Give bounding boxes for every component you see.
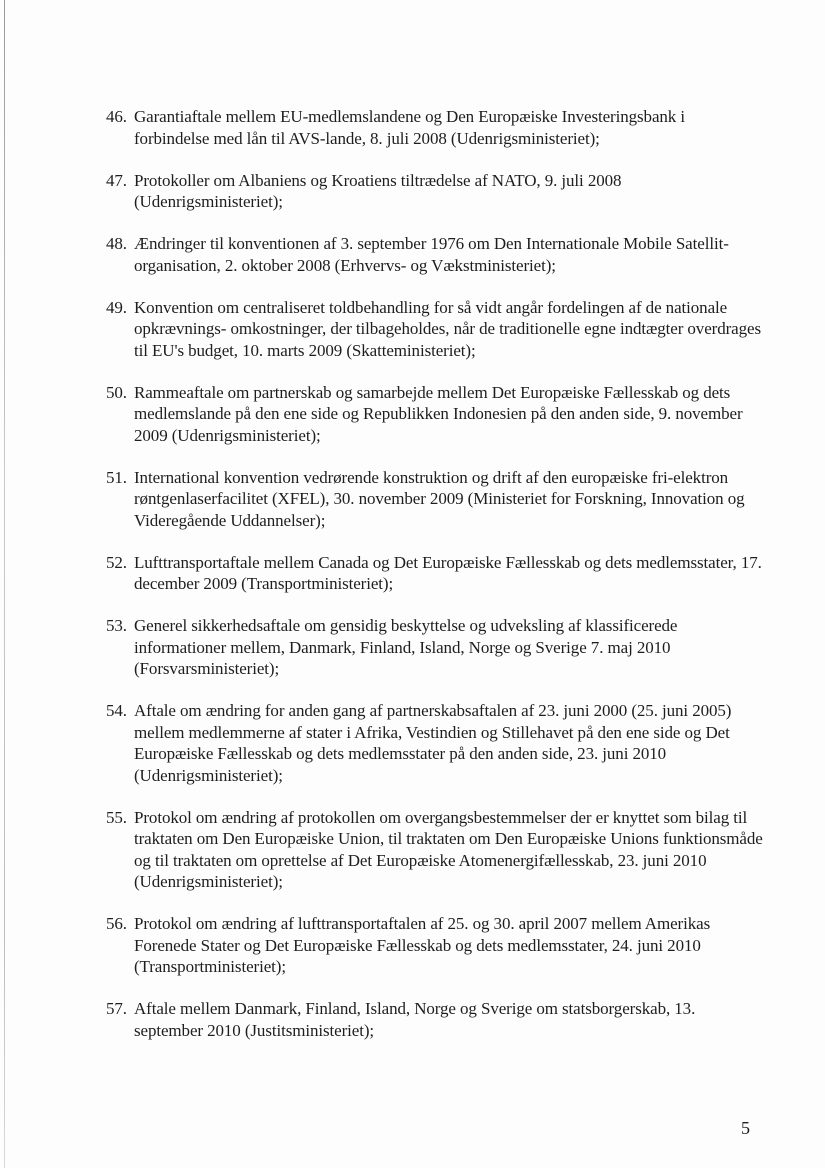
item-number: 46.	[106, 107, 127, 126]
item-number: 48.	[106, 234, 127, 253]
item-number: 57.	[106, 999, 127, 1018]
list-item	[0, 233, 825, 276]
item-text: Lufttransportaftale mellem Canada og Det Europæiske Fællesskab og dets medlemsstater, 17. december 2009 (Transportministeriet);	[134, 552, 762, 593]
item-number: 50.	[106, 382, 127, 402]
item-number: 52.	[106, 552, 127, 572]
item-text: International konvention vedrørende konstruktion og drift af den europæiske fri-elektron røntgenlaserfacilitet (XFEL), 30. november 2009 (Ministeriet for Forskning, Innovation og Videregående Uddannelser);	[134, 467, 745, 530]
item-text: Garantiaftale mellem EU-medlemslandene og Den Europæiske Investeringsbank i forbindelse med lån til AVS-lande, 8. juli 2008 (Udenrigsministeriet);	[134, 107, 685, 148]
item-text: Aftale om ændring for anden gang af partnerskabsaftalen af 23. juni 2000 (25. juni 2005) mellem medlemmerne af stater i Afrika, Vestindien og Stillehavet på den ene side og Det Europæiske Fællesskab og dets medlemsstater på den anden side, 23. juni 2010 (Udenrigsministeriet);	[134, 701, 732, 785]
item-text: Aftale mellem Danmark, Finland, Island, Norge og Sverige om statsborgerskab, 13. september 2010 (Justitsministeriet);	[134, 999, 696, 1040]
list-item	[0, 700, 825, 786]
list-item	[0, 552, 825, 595]
item-number: 47.	[106, 170, 127, 190]
item-text: Konvention om centraliseret toldbehandling for så vidt angår fordelingen af de nationale opkrævnings- omkostninger, der tilbageholdes, når de traditionelle egne indtægter overdrages til EU's budget, 10. marts 2009 (Skatteministeriet);	[134, 297, 761, 360]
list-item	[0, 170, 825, 213]
list-item	[0, 106, 825, 149]
item-number: 55.	[106, 807, 127, 827]
item-number: 54.	[106, 701, 127, 720]
page-number: 5	[741, 1118, 750, 1138]
treaty-list	[0, 106, 825, 1041]
list-item	[0, 467, 825, 532]
item-text: Protokol om ændring af protokollen om overgangsbestemmelser der er knyttet som bilag til traktaten om Den Europæiske Union, til traktaten om Den Europæiske Unions funktionsmåde og til traktaten om oprettelse af Det Europæiske Atomenergifællesskab, 23. juni 2010 (Udenrigsministeriet);	[134, 807, 763, 891]
list-item	[0, 998, 825, 1041]
list-item	[0, 615, 825, 680]
list-item	[0, 913, 825, 978]
item-number: 49.	[106, 297, 127, 317]
item-number: 53.	[106, 616, 127, 635]
item-number: 51.	[106, 467, 127, 487]
item-text: Protokoller om Albaniens og Kroatiens tiltrædelse af NATO, 9. juli 2008 (Udenrigsministeriet);	[134, 170, 622, 211]
list-item	[0, 807, 825, 893]
item-text: Generel sikkerhedsaftale om gensidig beskyttelse og udveksling af klassificerede informationer mellem, Danmark, Finland, Island, Norge og Sverige 7. maj 2010 (Forsvarsministeriet);	[134, 616, 678, 678]
item-text: Rammeaftale om partnerskab og samarbejde mellem Det Europæiske Fællesskab og dets medlemslande på den ene side og Republikken Indonesien på den anden side, 9. november 2009 (Udenrigsministeriet);	[134, 382, 743, 445]
item-number: 56.	[106, 914, 127, 933]
list-item	[0, 297, 825, 362]
list-item	[0, 382, 825, 447]
item-text: Protokol om ændring af lufttransportaftalen af 25. og 30. april 2007 mellem Amerikas Forenede Stater og Det Europæiske Fællesskab og dets medlemsstater, 24. juni 2010 (Transportministeriet);	[134, 914, 711, 976]
item-text: Ændringer til konventionen af 3. september 1976 om Den Internationale Mobile Satellit-organisation, 2. oktober 2008 (Erhvervs- og Vækstministeriet);	[134, 234, 729, 275]
